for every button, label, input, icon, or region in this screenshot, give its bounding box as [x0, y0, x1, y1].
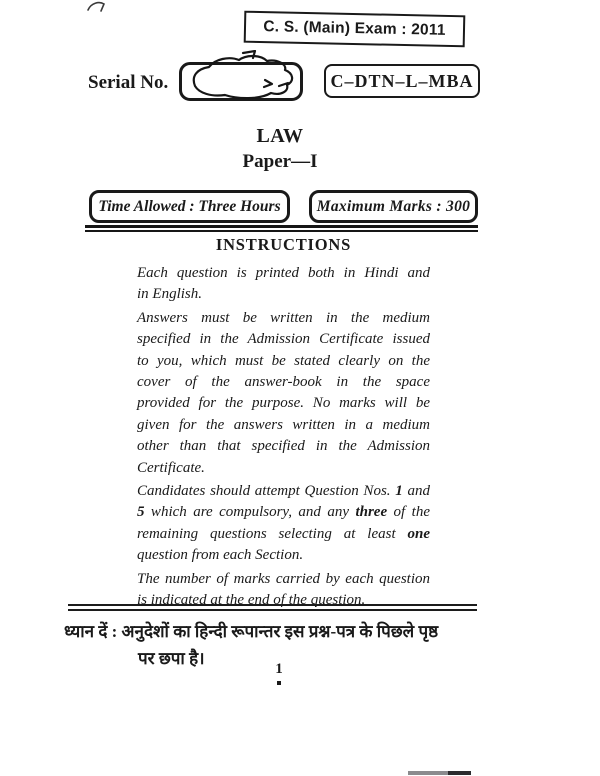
- time-allowed-box: [89, 190, 290, 223]
- instruction-line: 5 which are compulsory, and any three of the: [137, 504, 430, 521]
- paper-code-box: [324, 64, 480, 98]
- instruction-line: cover of the answer-book in the space: [137, 374, 430, 391]
- instruction-line: Answers must be written in the medium: [137, 309, 430, 326]
- instruction-line: is indicated at the end of the question.: [137, 592, 366, 609]
- exam-stamp-box: [244, 11, 466, 48]
- scan-bar-gray-segment: [408, 771, 448, 775]
- page-number-dot: [277, 681, 281, 685]
- instructions-paragraphs: [137, 263, 430, 612]
- instructions-heading: INSTRUCTIONS: [215, 235, 352, 254]
- hindi-note-line1: ध्यान दें : अनुदेशों का हिन्दी रूपान्तर इस प्रश्न-पत्र के पिछले पृष्ठ: [64, 622, 439, 641]
- hindi-note-line2: पर छपा है।: [138, 649, 205, 668]
- instruction-line: Each question is printed both in Hindi and: [137, 265, 430, 281]
- instruction-line: given for the answers written in a medium: [137, 416, 430, 433]
- double-divider-rule: [68, 604, 477, 611]
- subject-title: LAW: [256, 125, 304, 147]
- exam-stamp-text: C. S. (Main) Exam : 2011: [263, 18, 446, 39]
- instruction-line: to you, which must be stated clearly on the: [137, 352, 430, 369]
- heavy-divider-rule: [85, 225, 478, 232]
- maximum-marks-box: [309, 190, 478, 223]
- instruction-paragraph: [137, 481, 430, 567]
- instruction-line: other than that specified in the Admission: [137, 438, 430, 455]
- paper-code-text: C–DTN–L–MBA: [330, 70, 474, 91]
- hindi-note: [64, 618, 564, 672]
- scan-artifact-bar: [408, 771, 471, 775]
- pen-mark-icon: [86, 0, 110, 14]
- time-allowed-text: Time Allowed : Three Hours: [98, 197, 281, 215]
- instruction-line: specified in the Admission Certificate issued: [137, 331, 430, 348]
- page-number: [266, 661, 292, 685]
- instruction-line: in English.: [137, 286, 203, 303]
- paper-number-title: Paper—I: [242, 151, 318, 172]
- scan-bar-dark-segment: [448, 771, 471, 775]
- instruction-line: The number of marks carried by each question: [137, 570, 430, 587]
- serial-number-label: Serial No.: [88, 72, 169, 93]
- instruction-line: provided for the purpose. No marks will be: [137, 395, 430, 412]
- maximum-marks-text: Maximum Marks : 300: [316, 197, 471, 215]
- serial-scribble-icon: [181, 50, 306, 102]
- instruction-paragraph: [137, 308, 430, 479]
- instruction-line: Candidates should attempt Question Nos. 1 and: [137, 483, 430, 500]
- instructions-section: [137, 235, 430, 614]
- title-block: [0, 127, 560, 171]
- instruction-paragraph: [137, 263, 430, 306]
- instruction-line: question from each Section.: [137, 547, 304, 564]
- instruction-line: Certificate.: [137, 459, 205, 476]
- instruction-line: remaining questions selecting at least one: [137, 525, 430, 542]
- page-number-text: 1: [275, 661, 283, 677]
